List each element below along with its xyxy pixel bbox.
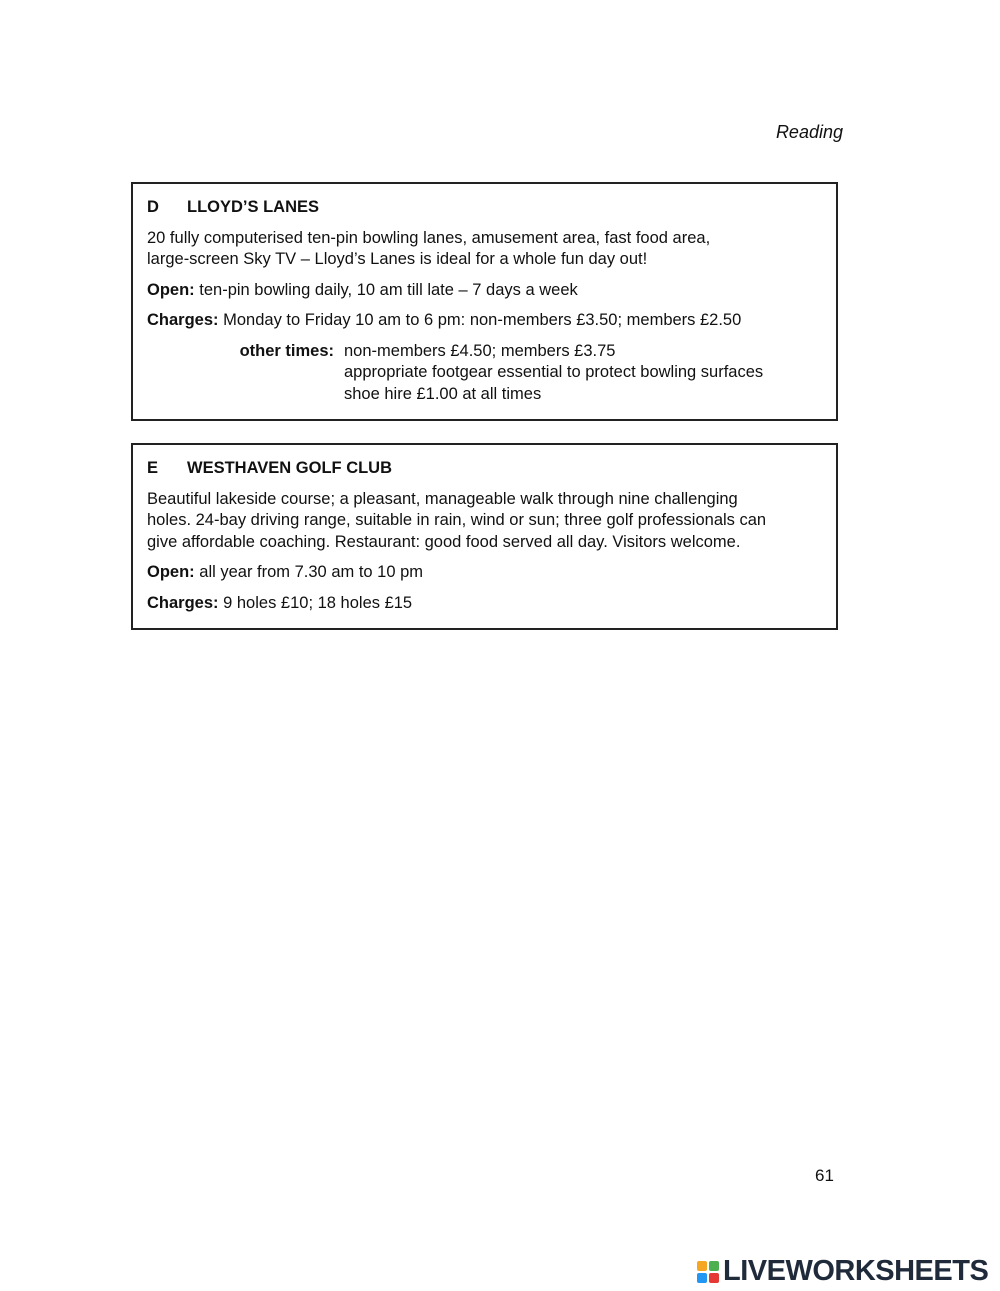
listing-title xyxy=(147,458,822,480)
open-text: ten-pin bowling daily, 10 am till late – 7 days a week xyxy=(199,280,578,299)
charges-text: Monday to Friday 10 am to 6 pm: non-members £3.50; members £2.50 xyxy=(223,311,742,329)
other-times-line: appropriate footgear essential to protect bowling surfaces xyxy=(344,363,764,381)
opening-hours xyxy=(147,562,822,584)
other-times-label: other times: xyxy=(239,341,334,360)
listing-name: LLOYD’S LANES xyxy=(187,198,320,216)
liveworksheets-logo-icon xyxy=(697,1261,719,1283)
listing-description xyxy=(147,489,822,554)
listing-letter: D xyxy=(147,198,159,216)
liveworksheets-watermark xyxy=(697,1255,988,1288)
watermark-text: LIVEWORKSHEETS xyxy=(723,1255,989,1287)
charges xyxy=(147,593,822,615)
description-line: Beautiful lakeside course; a pleasant, manageable walk through nine challenging xyxy=(147,489,738,508)
charges-label: Charges: xyxy=(147,311,219,329)
listing-lloyds-lanes xyxy=(131,182,838,421)
other-times-line: shoe hire £1.00 at all times xyxy=(344,384,542,403)
page-number: 61 xyxy=(815,1166,834,1185)
description-line: 20 fully computerised ten-pin bowling lanes, amusement area, fast food area, xyxy=(147,228,711,247)
listing-name: WESTHAVEN GOLF CLUB xyxy=(187,459,393,477)
listing-letter: E xyxy=(147,459,159,477)
charges-text: 9 holes £10; 18 holes £15 xyxy=(223,593,413,612)
listing-description xyxy=(147,228,822,271)
other-times-line: non-members £4.50; members £3.75 xyxy=(344,341,616,360)
listing-westhaven-golf-club xyxy=(131,443,838,630)
other-times-lines xyxy=(344,341,763,406)
description-line: large-screen Sky TV – Lloyd’s Lanes is ideal for a whole fun day out! xyxy=(147,250,648,268)
opening-hours xyxy=(147,280,822,302)
open-text: all year from 7.30 am to 10 pm xyxy=(199,563,424,581)
charges xyxy=(147,310,822,332)
description-line: give affordable coaching. Restaurant: good food served all day. Visitors welcome. xyxy=(147,532,741,551)
description-line: holes. 24-bay driving range, suitable in rain, wind or sun; three golf professionals can xyxy=(147,511,767,529)
charges-label: Charges: xyxy=(147,593,219,612)
other-times xyxy=(147,341,822,406)
open-label: Open: xyxy=(147,563,195,581)
listing-title xyxy=(147,197,822,219)
open-label: Open: xyxy=(147,280,195,299)
running-header: Reading xyxy=(775,122,843,142)
